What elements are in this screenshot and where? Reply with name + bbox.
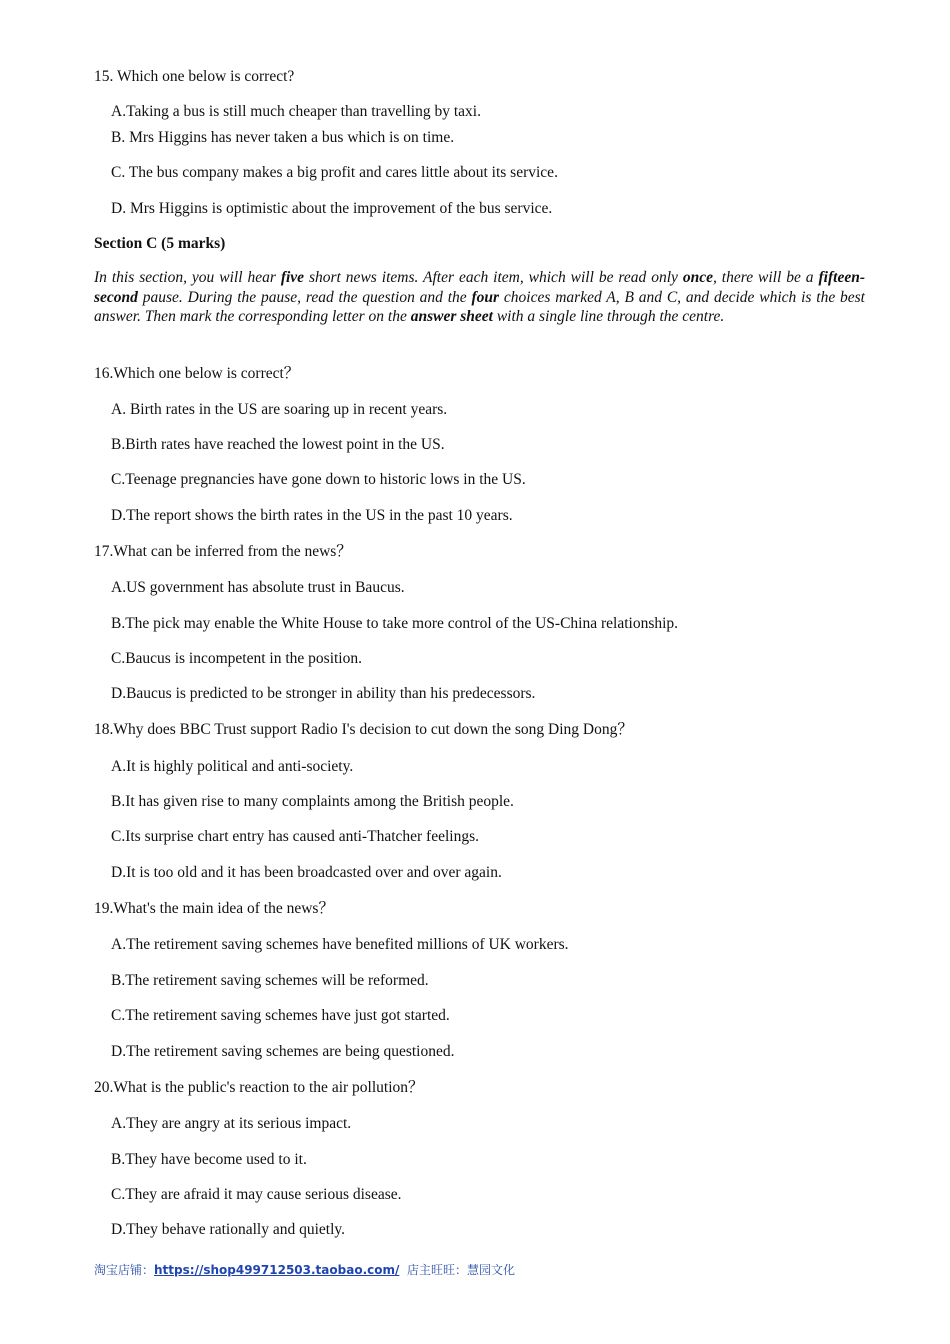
q18-option-c: C.Its surprise chart entry has caused anti-Thatcher feelings. [111,828,479,845]
q19-option-c: C.The retirement saving schemes have just got started. [111,1007,450,1024]
question-15: 15. Which one below is correct? [94,68,295,85]
q15-option-a: A.Taking a bus is still much cheaper than travelling by taxi. [111,103,481,120]
q16-option-b: B.Birth rates have reached the lowest point in the US. [111,436,445,453]
section-c-instructions [94,268,865,327]
q20-option-a: A.They are angry at its serious impact. [111,1115,352,1132]
q17-option-b: B.The pick may enable the White House to take more control of the US-China relationship. [111,615,679,632]
q18-option-b: B.It has given rise to many complaints among the British people. [111,793,514,810]
instr-seg-bold: four [471,288,500,306]
q18-option-d: D.It is too old and it has been broadcasted over and over again. [111,864,502,881]
q20-option-c: C.They are afraid it may cause serious disease. [111,1186,402,1203]
instr-seg: In this section, you will hear [94,269,281,286]
q18-option-a: A.It is highly political and anti-society. [111,758,354,775]
shop-link[interactable]: https://shop499712503.taobao.com/ [154,1263,400,1277]
question-20: 20.What is the public's reaction to the air pollution？ [94,1079,424,1096]
section-c-title: Section C (5 marks) [94,235,226,252]
instr-seg-bold: five [280,269,305,286]
footer [94,1262,515,1278]
q17-option-a: A.US government has absolute trust in Baucus. [111,579,405,596]
q15-option-d: D. Mrs Higgins is optimistic about the improvement of the bus service. [111,200,553,217]
q15-option-c: C. The bus company makes a big profit and cares little about its service. [111,164,558,181]
instr-seg: with a single line through the centre. [492,308,725,325]
q15-option-b: B. Mrs Higgins has never taken a bus which is on time. [111,129,455,146]
instr-seg-bold: once [682,269,713,286]
owner-label: 店主旺旺：慧园文化 [407,1263,516,1277]
q20-option-d: D.They behave rationally and quietly. [111,1221,345,1238]
q17-option-c: C.Baucus is incompetent in the position. [111,650,362,667]
q19-option-b: B.The retirement saving schemes will be reformed. [111,972,429,989]
shop-label: 淘宝店铺： [94,1263,155,1277]
instr-seg: short news items. After each item, which will be read only [304,269,683,286]
instr-seg: choices marked A, B and C, and decide which is the best answer. Then mark the corresponding letter on the [94,288,865,325]
q16-option-d: D.The report shows the birth rates in the US in the past 10 years. [111,507,513,524]
q16-option-c: C.Teenage pregnancies have gone down to historic lows in the US. [111,471,526,488]
instr-seg: pause. During the pause, read the question and the [137,288,472,306]
q19-option-a: A.The retirement saving schemes have benefited millions of UK workers. [111,936,569,953]
question-17: 17.What can be inferred from the news？ [94,543,352,560]
instr-seg: , there will be a [712,269,819,286]
q20-option-b: B.They have become used to it. [111,1151,307,1168]
q16-option-a: A. Birth rates in the US are soaring up in recent years. [111,401,448,418]
question-16: 16.Which one below is correct？ [94,365,300,382]
question-18: 18.Why does BBC Trust support Radio I's decision to cut down the song Ding Dong？ [94,721,633,738]
instr-seg-bold: fifteen-second [94,269,865,306]
question-19: 19.What's the main idea of the news？ [94,900,334,917]
q19-option-d: D.The retirement saving schemes are being questioned. [111,1043,455,1060]
q17-option-d: D.Baucus is predicted to be stronger in ability than his predecessors. [111,685,536,702]
instr-seg-bold: answer sheet [410,308,493,325]
